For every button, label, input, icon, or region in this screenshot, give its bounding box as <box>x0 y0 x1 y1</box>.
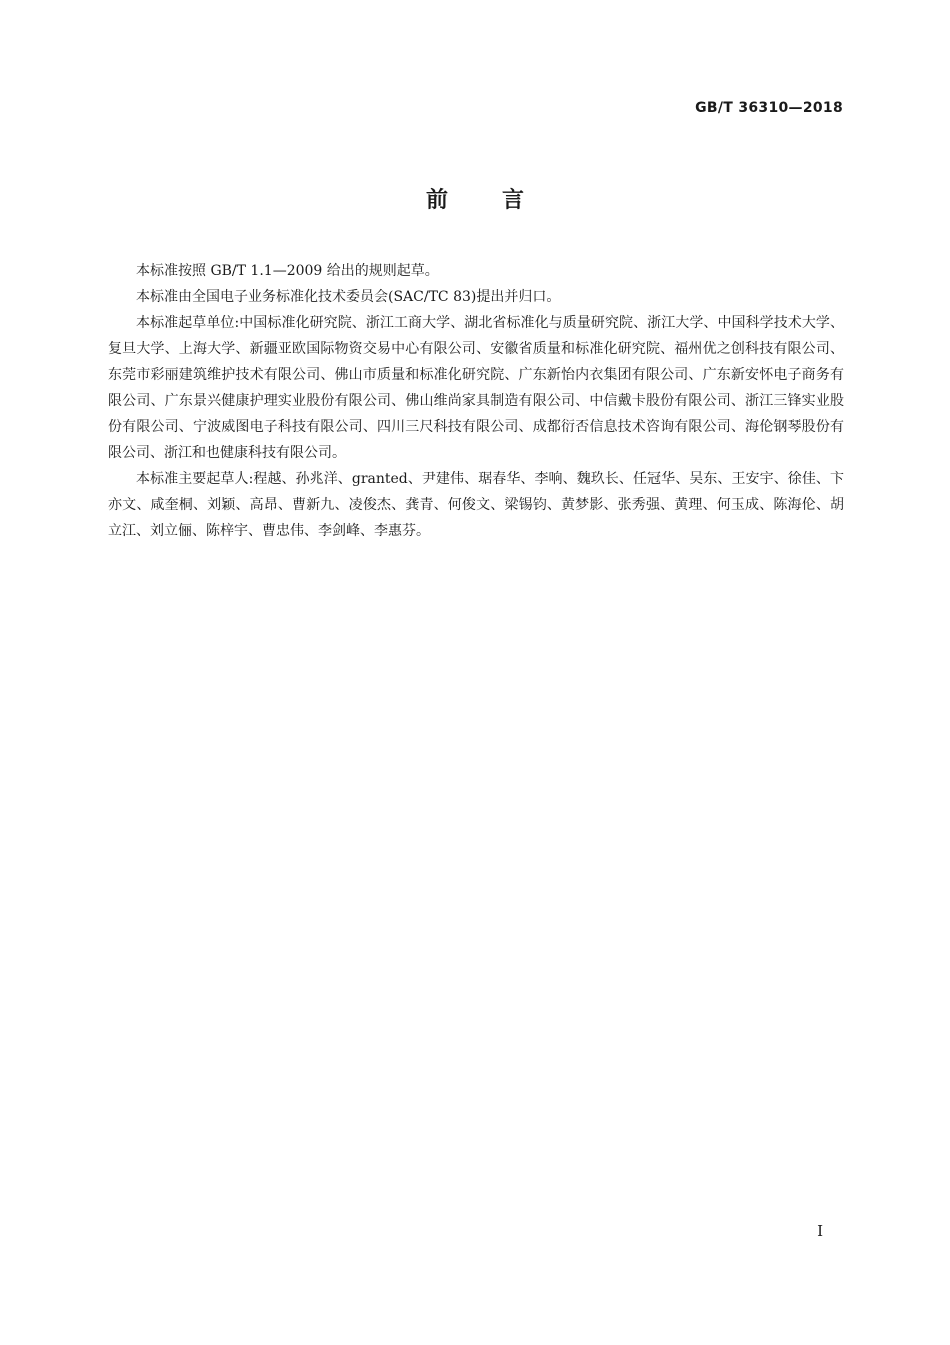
paragraph-main-drafters: 本标准主要起草人:程越、孙兆洋、granted、尹建伟、琚春华、李响、魏玖长、任冠华、吴东、王安宇、徐佳、卞亦文、咸奎桐、刘颖、高昂、曹新九、凌俊杰、龚青、何俊文、梁锡钧、黄梦影、张秀强、黄理、何玉成、陈海伦、胡立江、刘立俪、陈梓宇、曹忠伟、李剑峰、李惠芬。 <box>108 471 844 539</box>
paragraph-drafting-rules: 本标准按照 GB/T 1.1—2009 给出的规则起草。 <box>136 263 439 279</box>
page-number: I <box>817 1222 823 1240</box>
page-title: 前言 <box>425 188 578 213</box>
foreword-body <box>108 258 844 544</box>
paragraph-drafting-units: 本标准起草单位:中国标准化研究院、浙江工商大学、湖北省标准化与质量研究院、浙江大学、中国科学技术大学、复旦大学、上海大学、新疆亚欧国际物资交易中心有限公司、安徽省质量和标准化研究院、福州优之创科技有限公司、东莞市彩丽建筑维护技术有限公司、佛山市质量和标准化研究院、广东新怡内衣集团有限公司、广东新安怀电子商务有限公司、广东景兴健康护理实业股份有限公司、佛山维尚家具制造有限公司、中信戴卡股份有限公司、浙江三锋实业股份有限公司、宁波威图电子科技有限公司、四川三尺科技有限公司、成都衍否信息技术咨询有限公司、海伦钢琴股份有限公司、浙江和也健康科技有限公司。 <box>108 315 844 461</box>
paragraph-proposer: 本标准由全国电子业务标准化技术委员会(SAC/TC 83)提出并归口。 <box>136 289 561 305</box>
standard-number: GB/T 36310—2018 <box>695 100 843 116</box>
